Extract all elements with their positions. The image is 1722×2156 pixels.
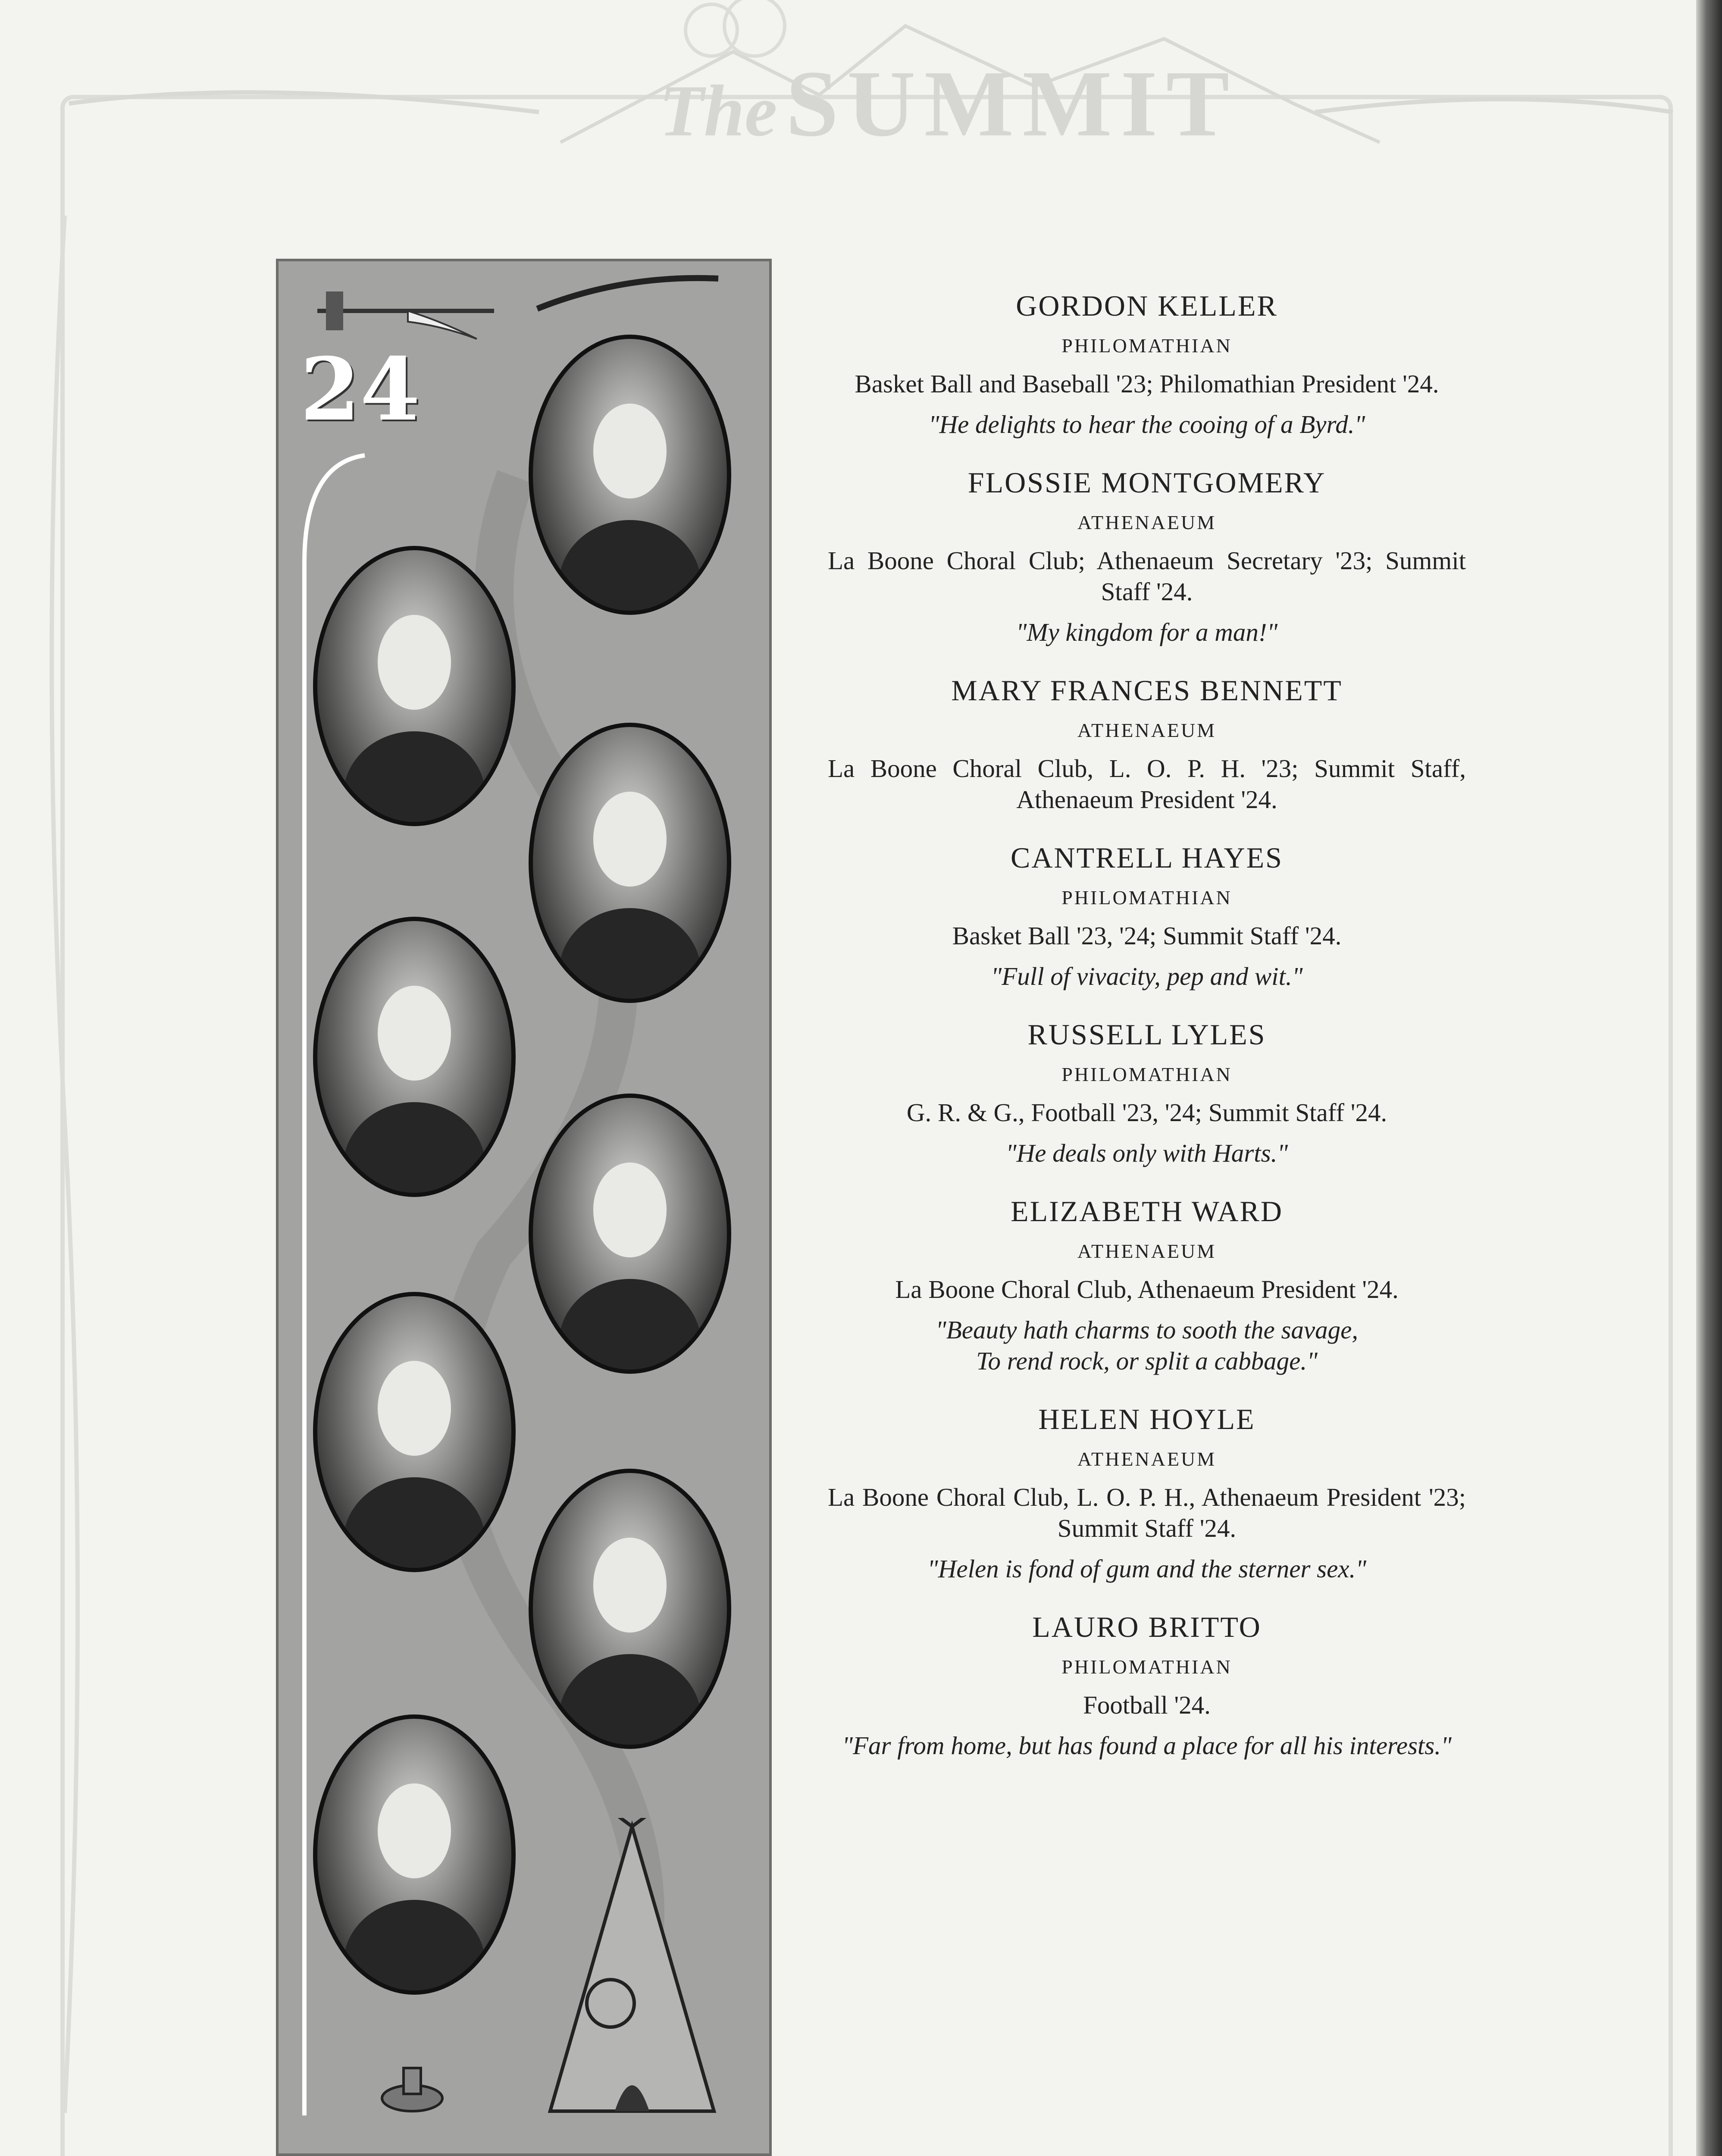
activities-text: Basket Ball and Baseball '23; Philomathian President '24. [855, 370, 1439, 398]
society-name: PHILOMATHIAN [1061, 887, 1232, 909]
teepee-icon [537, 1818, 727, 2120]
drum-icon [378, 2059, 447, 2120]
year-mark: 24 [300, 339, 420, 440]
activities-text: La Boone Choral Club, L. O. P. H. '23; Summit Staff, Athenaeum President '24. [828, 754, 1466, 814]
portrait-elizabeth-ward [313, 1292, 516, 1572]
caption-column [811, 289, 1483, 1787]
quote-text: "Beauty hath charms to sooth the savage, To rend rock, or split a cabbage." [935, 1316, 1359, 1375]
portrait-helen-hoyle [529, 1469, 731, 1749]
activities-text: La Boone Choral Club; Athenaeum Secretary '23; Summit Staff '24. [828, 546, 1466, 606]
student-name: RUSSELL LYLES [1027, 1018, 1266, 1051]
society-name: PHILOMATHIAN [1061, 335, 1232, 357]
quote-text: "He deals only with Harts." [1005, 1139, 1288, 1167]
activities-text: La Boone Choral Club, Athenaeum President '24. [895, 1275, 1399, 1304]
photo-panel [276, 259, 772, 2156]
quote-text: "Helen is fond of gum and the sterner sex." [927, 1554, 1366, 1583]
portrait-russell-lyles [529, 1094, 731, 1374]
yearbook-title [647, 52, 1250, 155]
society-name: ATHENAEUM [1077, 1240, 1217, 1262]
entry-gordon-keller [811, 289, 1483, 440]
entry-elizabeth-ward [811, 1194, 1483, 1376]
entry-mary-frances-bennett [811, 674, 1483, 815]
portrait-flossie-montgomery [313, 546, 516, 826]
activities-text: Football '24. [1083, 1691, 1211, 1719]
entry-cantrell-hayes [811, 841, 1483, 992]
entry-russell-lyles [811, 1018, 1483, 1169]
portrait-gordon-keller [529, 335, 731, 615]
activities-text: G. R. & G., Football '23, '24; Summit Staff '24. [906, 1098, 1387, 1127]
quote-text: "He delights to hear the cooing of a Byrd." [928, 410, 1365, 439]
portrait-cantrell-hayes [313, 917, 516, 1197]
portrait-lauro-britto [313, 1714, 516, 1995]
portrait-mary-frances-bennett [529, 723, 731, 1003]
student-name: LAURO BRITTO [1032, 1611, 1262, 1643]
society-name: ATHENAEUM [1077, 719, 1217, 741]
student-name: GORDON KELLER [1016, 289, 1278, 322]
society-name: PHILOMATHIAN [1061, 1656, 1232, 1678]
activities-text: Basket Ball '23, '24; Summit Staff '24. [952, 921, 1342, 950]
entry-helen-hoyle [811, 1402, 1483, 1584]
student-name: HELEN HOYLE [1038, 1403, 1255, 1435]
activities-text: La Boone Choral Club, L. O. P. H., Athenaeum President '23; Summit Staff '24. [828, 1483, 1466, 1542]
quote-text: "Far from home, but has found a place for all his interests." [842, 1731, 1452, 1760]
title-main: SUMMIT [786, 51, 1238, 156]
society-name: ATHENAEUM [1077, 1448, 1217, 1470]
quote-text: "My kingdom for a man!" [1016, 618, 1278, 646]
society-name: PHILOMATHIAN [1061, 1063, 1232, 1085]
student-name: MARY FRANCES BENNETT [951, 674, 1343, 707]
society-name: ATHENAEUM [1077, 511, 1217, 533]
student-name: CANTRELL HAYES [1011, 841, 1283, 874]
student-name: ELIZABETH WARD [1011, 1195, 1283, 1228]
entry-flossie-montgomery [811, 466, 1483, 648]
quote-text: "Full of vivacity, pep and wit." [991, 962, 1303, 990]
title-the: The [659, 70, 777, 151]
student-name: FLOSSIE MONTGOMERY [967, 466, 1326, 499]
entry-lauro-britto [811, 1610, 1483, 1761]
